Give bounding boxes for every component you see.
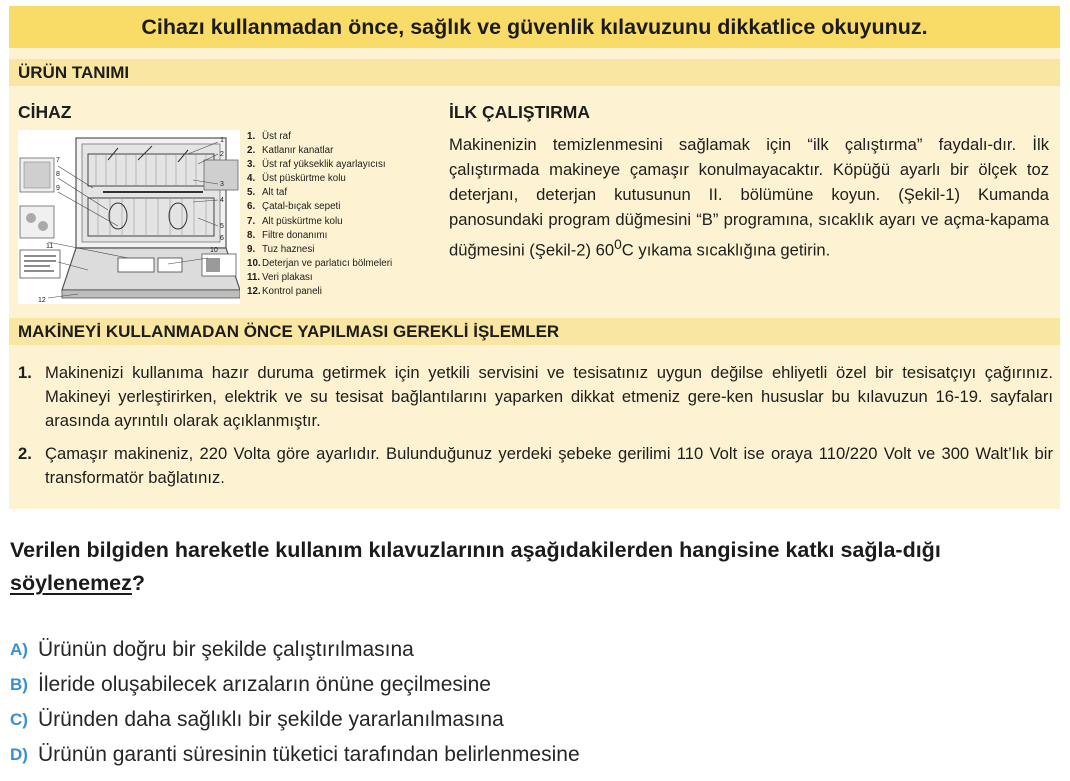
legend-item: 3. Üst raf yükseklik ayarlayıcısı <box>247 159 386 171</box>
option-text: Ürünün doğru bir şekilde çalıştırılmasına <box>38 637 414 661</box>
figure-number: 11 <box>46 243 54 250</box>
answer-options <box>10 632 580 772</box>
cihaz-title: CİHAZ <box>18 102 72 122</box>
legend-item: 8. Filtre donanımı <box>247 229 328 241</box>
figure-number: 5 <box>220 223 224 230</box>
product-info-box <box>9 6 1060 509</box>
legend-item: 9. Tuz haznesi <box>247 243 315 255</box>
option-d[interactable] <box>10 737 580 772</box>
option-text: İleride oluşabilecek arızaların önüne geçilmesine <box>38 672 491 696</box>
option-text: Ürünün garanti süresinin tüketici tarafından belirlenmesine <box>38 742 580 766</box>
dishwasher-diagram <box>18 130 240 304</box>
option-letter: D) <box>10 744 28 764</box>
section-header-makine: MAKİNEYİ KULLANMADAN ÖNCE YAPILMASI GEREKLİ İŞLEMLER <box>9 318 1060 345</box>
figure-number: 2 <box>220 151 224 158</box>
safety-banner: Cihazı kullanmadan önce, sağlık ve güvenlik kılavuzunu dikkatlice okuyunuz. <box>9 6 1060 48</box>
figure-number: 8 <box>56 171 60 178</box>
legend-item: 12.Kontrol paneli <box>247 286 322 298</box>
steps-list <box>18 361 1053 499</box>
option-a[interactable] <box>10 632 580 667</box>
legend-item: 2. Katlanır kanatlar <box>247 145 334 157</box>
legend-item: 11. Veri plakası <box>247 271 313 283</box>
option-letter: A) <box>10 639 28 659</box>
option-text: Üründen daha sağlıklı bir şekilde yararlanılmasına <box>38 707 504 731</box>
option-b[interactable] <box>10 667 580 702</box>
degree-superscript: 0 <box>614 236 622 252</box>
figure-number: 6 <box>220 235 224 242</box>
figure-number: 4 <box>220 197 224 204</box>
legend-item: 1. Üst raf <box>247 131 291 142</box>
legend-item: 7. Alt püskürtme kolu <box>247 215 343 227</box>
question-text: Verilen bilgiden hareketle kullanım kılavuzlarının aşağıdakilerden hangisine katkı sağla-dığı söylenemez? <box>10 538 941 595</box>
figure-number: 12 <box>38 297 46 304</box>
option-letter: B) <box>10 674 28 694</box>
figure-number: 3 <box>220 181 224 188</box>
legend-item: 4. Üst püskürtme kolu <box>247 173 346 185</box>
diagram-legend <box>247 130 392 299</box>
legend-item: 6. Çatal-bıçak sepeti <box>247 201 341 213</box>
figure-number: 7 <box>56 157 60 164</box>
option-letter: C) <box>10 709 28 729</box>
section-header-urun-tanimi: ÜRÜN TANIMI <box>9 59 1060 86</box>
figure-number: 9 <box>56 185 60 192</box>
legend-item: 10.Deterjan ve parlatıcı bölmeleri <box>247 257 393 269</box>
list-item: 2. Çamaşır makineniz, 220 Volta göre ayarlıdır. Bulunduğunuz yerdeki şebeke gerilimi 110 Volt ise oraya 110/220 Volt ve 300 Walt’lık bir transformatör bağlatınız. <box>18 444 1053 487</box>
underlined-word: söylenemez <box>10 571 132 595</box>
figure-number: 1 <box>220 137 224 144</box>
ilk-calistirma-title: İLK ÇALIŞTIRMA <box>449 102 590 122</box>
figure-number: 10 <box>210 247 218 254</box>
option-c[interactable] <box>10 702 580 737</box>
list-item: 1. Makinenizi kullanıma hazır duruma getirmek için yetkili servisini ve tesisatınız uygun değilse ehliyetli özel bir tesisatçıyı çağırınız. Makineyi yerleştirirken, elektrik ve su tesisat bağlantılarını yaparken dikkat etmeniz gere-ken hususlar bu kılavuzun 16-19. sayfaları arasında ayrıntılı olarak açıklanmıştır. <box>18 363 1053 430</box>
legend-item: 5. Alt taf <box>247 187 288 199</box>
ilk-calistirma-text: Makinenizin temizlenmesini sağlamak için “ilk çalıştırma” faydalı-dır. İlk çalıştırmada makineye çamaşır konulmayacaktır. Köpüğü ayarlı bir ölçek toz deterjanı, deterjan kutusunun II. bölümüne koyun. (Şekil-1) Kumanda panosundaki program düğmesini “B” programına, sıcaklık ayarı ve açma-kapama düğmesini (Şekil-2) $60^0C$ yıkama sıcaklığına getirin. <box>449 135 1049 260</box>
